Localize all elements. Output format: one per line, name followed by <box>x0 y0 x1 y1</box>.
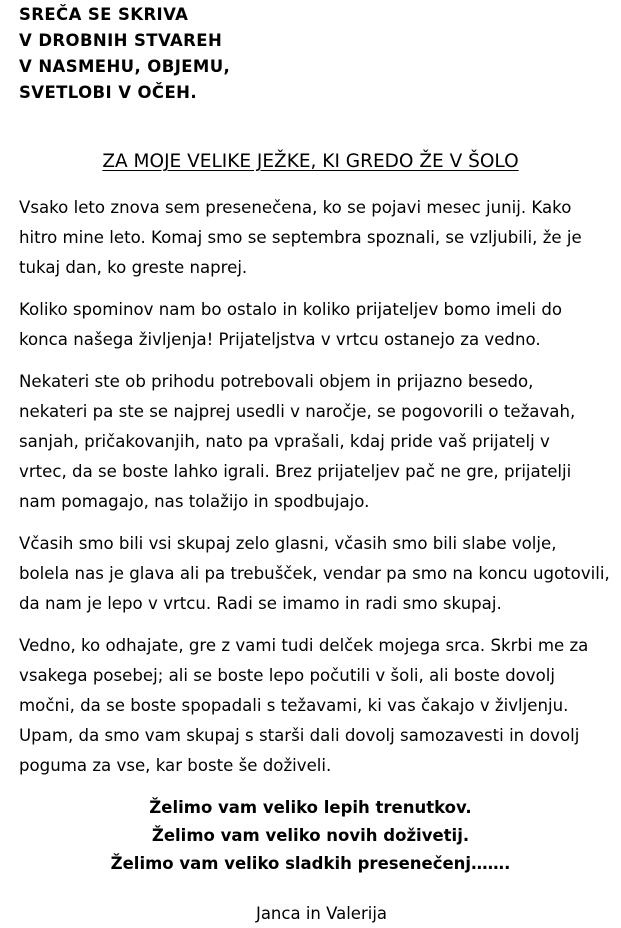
poem <box>19 2 230 106</box>
letter-title <box>0 148 621 176</box>
paragraph-line: poguma za vse, kar boste še doživeli. <box>19 756 332 775</box>
paragraph <box>19 631 619 781</box>
paragraph-line: vrtec, da se boste lahko igrali. Brez prijateljev pač ne gre, prijatelji <box>19 462 572 481</box>
paragraph-line: močni, da se boste spopadali s težavami, ki vas čakajo v življenju. <box>19 696 569 715</box>
paragraph-line: vsakega posebej; ali se boste lepo počutili v šoli, ali boste dovolj <box>19 666 555 685</box>
paragraph-line: bolela nas je glava ali pa trebušček, vendar pa smo na koncu ugotovili, <box>19 564 610 583</box>
wish-line: Želimo vam veliko sladkih presenečenj……. <box>110 854 511 873</box>
paragraph-line: Koliko spominov nam bo ostalo in koliko prijateljev bomo imeli do <box>19 300 562 319</box>
paragraph-line: Vsako leto znova sem presenečena, ko se pojavi mesec junij. Kako <box>19 198 572 217</box>
paragraph-line: Vedno, ko odhajate, gre z vami tudi delček mojega srca. Skrbi me za <box>19 636 589 655</box>
wish-line: Želimo vam veliko lepih trenutkov. <box>149 798 472 817</box>
paragraph-line: nam pomagajo, nas tolažijo in spodbujajo. <box>19 492 370 511</box>
paragraph <box>19 193 619 283</box>
letter-title-text: ZA MOJE VELIKE JEŽKE, KI GREDO ŽE V ŠOLO <box>102 151 519 172</box>
paragraph <box>19 529 619 619</box>
letter-body <box>19 193 619 793</box>
paragraph-line: Nekateri ste ob prihodu potrebovali objem in prijazno besedo, <box>19 372 534 391</box>
poem-line: SVETLOBI V OČEH. <box>19 83 197 102</box>
paragraph-line: Upam, da smo vam skupaj s starši dali dovolj samozavesti in dovolj <box>19 726 580 745</box>
paragraph-line: Včasih smo bili vsi skupaj zelo glasni, včasih smo bili slabe volje, <box>19 534 557 553</box>
paragraph-line: da nam je lepo v vrtcu. Radi se imamo in radi smo skupaj. <box>19 594 502 613</box>
paragraph <box>19 367 619 517</box>
signature: Janca in Valerija <box>255 904 388 923</box>
paragraph-line: sanjah, pričakovanjih, nato pa vprašali, kdaj pride vaš prijatelj v <box>19 432 550 451</box>
paragraph-line: nekateri pa ste se najprej usedli v naročje, se pogovorili o težavah, <box>19 402 576 421</box>
paragraph-line: hitro mine leto. Komaj smo se septembra spoznali, se vzljubili, že je <box>19 228 582 247</box>
wish-line: Želimo vam veliko novih doživetij. <box>151 826 470 845</box>
poem-line: V DROBNIH STVAREH <box>19 31 223 50</box>
paragraph-line: konca našega življenja! Prijateljstva v vrtcu ostanejo za vedno. <box>19 330 541 349</box>
paragraph-line: tukaj dan, ko greste naprej. <box>19 258 248 277</box>
poem-line: SREČA SE SKRIVA <box>19 5 189 24</box>
poem-line: V NASMEHU, OBJEMU, <box>19 57 231 76</box>
wishes <box>0 794 621 878</box>
paragraph <box>19 295 619 355</box>
